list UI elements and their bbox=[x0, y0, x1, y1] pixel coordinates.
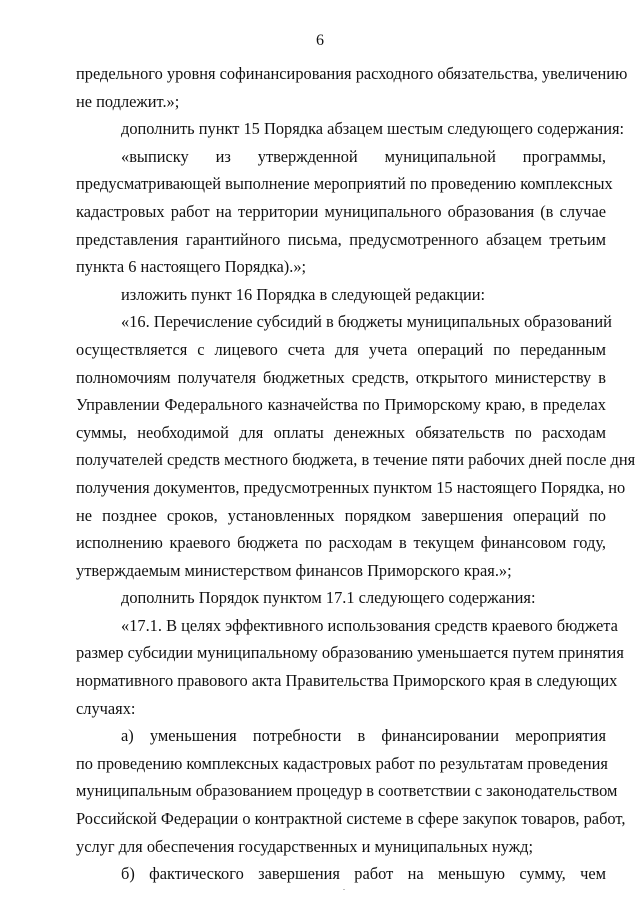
text-line: утверждаемым министерством финансов Приморского края.»; bbox=[76, 560, 512, 580]
text-line: Управлении Федерального казначейства по Приморскому краю, в пределах bbox=[76, 395, 606, 415]
text-line: Российской Федерации о контрактной системе в сфере закупок товаров, работ, bbox=[76, 809, 626, 829]
text-line: «выписку из утвержденной муниципальной программы, bbox=[121, 146, 606, 166]
text-line: суммы, необходимой для оплаты денежных обязательств по расходам bbox=[76, 422, 606, 442]
text-line: «16. Перечисление субсидий в бюджеты муниципальных образований bbox=[121, 312, 612, 332]
text-line: не позднее сроков, установленных порядком завершения операций по bbox=[76, 505, 606, 525]
text-line: дополнить пункт 15 Порядка абзацем шестым следующего содержания: bbox=[121, 119, 625, 139]
text-line: по проведению комплексных кадастровых работ по результатам проведения bbox=[76, 753, 608, 773]
text-line: представления гарантийного письма, предусмотренного абзацем третьим bbox=[76, 229, 606, 249]
text-line: полномочиям получателя бюджетных средств, открытого министерству в bbox=[76, 367, 606, 387]
text-line: кадастровых работ на территории муниципального образования (в случае bbox=[76, 201, 606, 221]
text-line: исполнению краевого бюджета по расходам в текущем финансовом году, bbox=[76, 533, 606, 553]
text-line: дополнить Порядок пунктом 17.1 следующего содержания: bbox=[121, 588, 536, 608]
text-line: муниципальным образованием процедур в соответствии с законодательством bbox=[76, 781, 618, 801]
text-line: а) уменьшения потребности в финансировании мероприятия bbox=[121, 726, 606, 746]
text-line: б) фактического завершения работ на меньшую сумму, чем bbox=[121, 864, 606, 884]
page-number: 6 bbox=[316, 32, 324, 49]
text-line: не подлежит.»; bbox=[76, 91, 180, 111]
text-line: изложить пункт 16 Порядка в следующей редакции: bbox=[121, 284, 486, 304]
text-line: нормативного правового акта Правительства Приморского края в следующих bbox=[76, 671, 618, 691]
text-line: случаях: bbox=[76, 698, 136, 718]
text-line: получения документов, предусмотренных пунктом 15 настоящего Порядка, но bbox=[76, 477, 626, 497]
text-line: получателей средств местного бюджета, в течение пяти рабочих дней после дня bbox=[76, 450, 636, 470]
text-line: осуществляется с лицевого счета для учета операций по переданным bbox=[76, 339, 606, 359]
text-line: услуг для обеспечения государственных и муниципальных нужд; bbox=[76, 836, 533, 856]
scan-speck bbox=[343, 889, 345, 890]
text-line: размер субсидии муниципальному образованию уменьшается путем принятия bbox=[76, 643, 624, 663]
text-line: пункта 6 настоящего Порядка).»; bbox=[76, 257, 307, 277]
text-line: «17.1. В целях эффективного использования средств краевого бюджета bbox=[121, 615, 618, 635]
document-body bbox=[76, 60, 636, 888]
text-line: предусматривающей выполнение мероприятий по проведению комплексных bbox=[76, 174, 613, 194]
text-line: предельного уровня софинансирования расходного обязательства, увеличению bbox=[76, 64, 628, 83]
